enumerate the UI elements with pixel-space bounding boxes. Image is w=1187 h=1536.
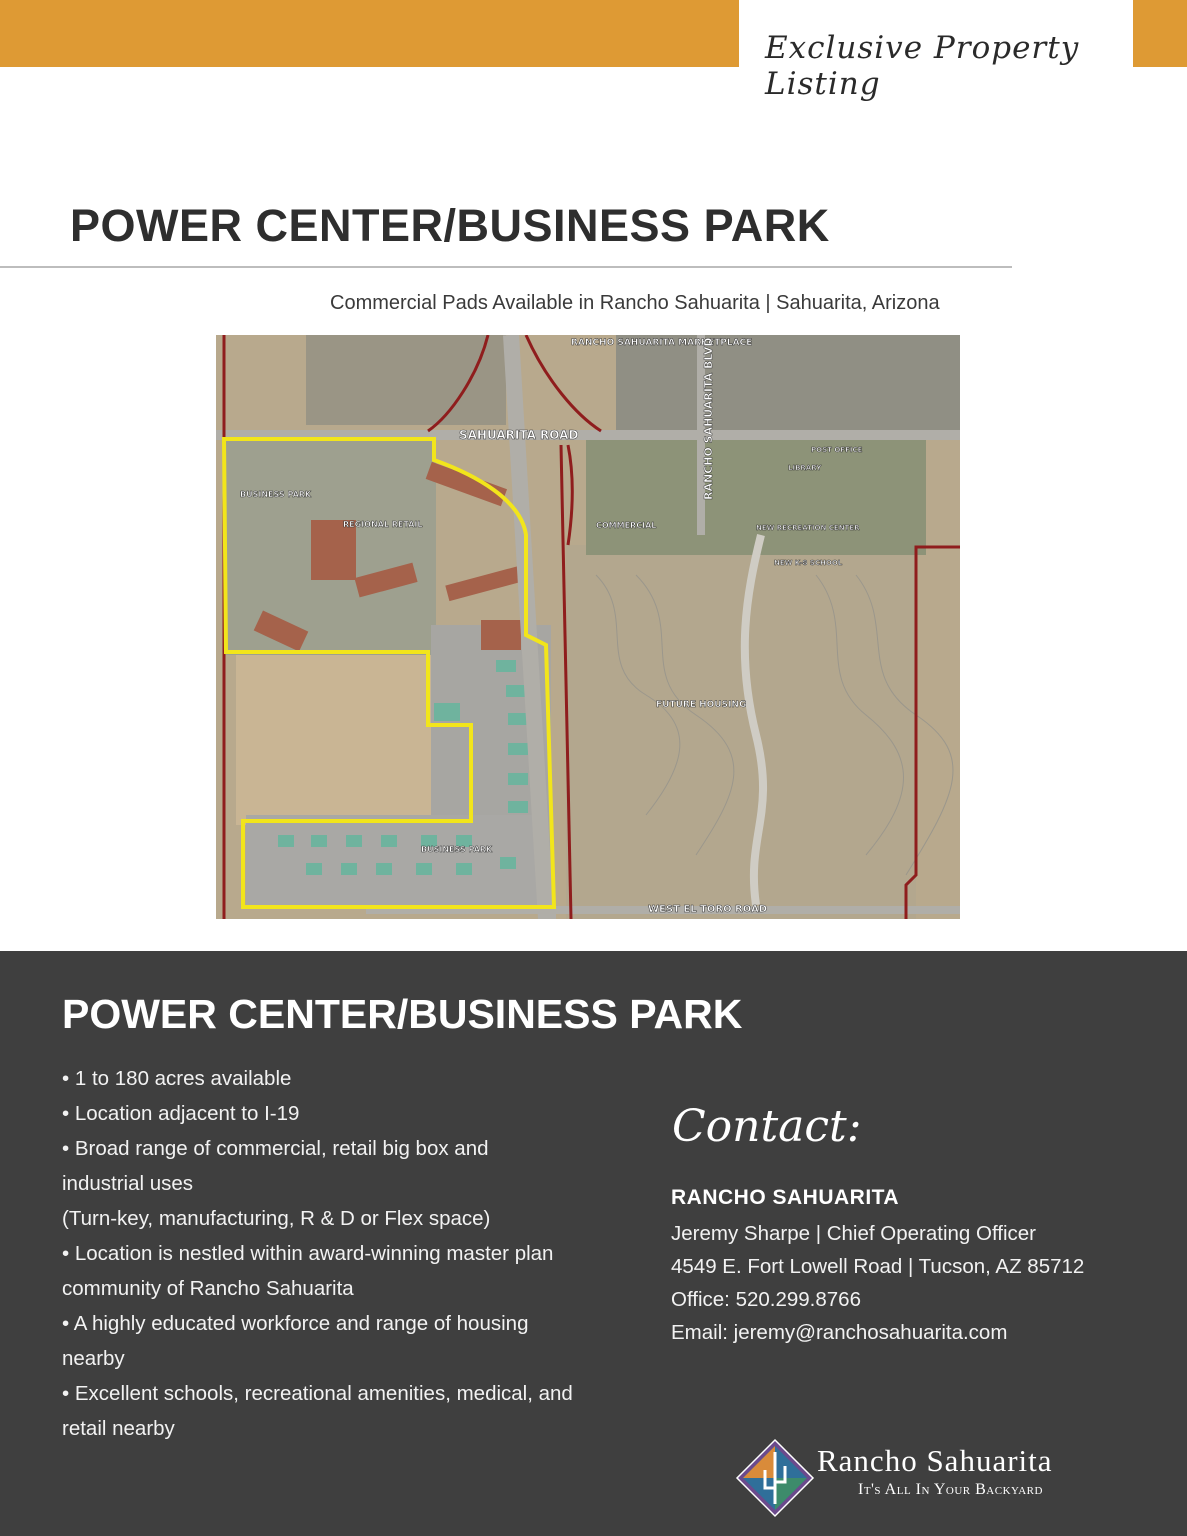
site-aerial-map: [216, 335, 960, 919]
map-label-recreation: NEW RECREATION CENTER: [756, 524, 860, 532]
feature-line: community of Rancho Sahuarita: [62, 1277, 354, 1300]
map-label-sahuarita-road: SAHUARITA ROAD: [459, 428, 579, 442]
contact-phone[interactable]: Office: 520.299.8766: [671, 1288, 861, 1311]
feature-line: retail nearby: [62, 1417, 175, 1440]
map-label-el-toro: WEST EL TORO ROAD: [648, 904, 768, 915]
feature-line: industrial uses: [62, 1172, 194, 1195]
map-label-marketplace: RANCHO SAHUARITA MARKETPLACE: [571, 338, 753, 348]
contact-person: Jeremy Sharpe | Chief Operating Officer: [671, 1222, 1036, 1245]
site-map-graphic: [216, 335, 960, 919]
contact-organization: RANCHO SAHUARITA: [671, 1186, 900, 1209]
brand-name: Rancho Sahuarita: [817, 1443, 1053, 1478]
map-label-post-office: POST OFFICE: [811, 446, 863, 454]
rancho-sahuarita-logo-icon: [735, 1438, 815, 1518]
feature-line: • Excellent schools, recreational amenities, medical, and: [62, 1382, 573, 1405]
feature-line: • A highly educated workforce and range of housing: [62, 1312, 529, 1335]
title-divider: [0, 266, 1012, 268]
exclusive-listing-script: Exclusive Property Listing: [765, 30, 1080, 102]
page-title: POWER CENTER/BUSINESS PARK: [70, 200, 830, 251]
details-panel: [0, 951, 1187, 1536]
map-label-blvd: RANCHO SAHUARITA BLVD: [702, 337, 715, 500]
feature-line: • Location is nestled within award-winning master plan: [62, 1242, 554, 1265]
map-label-school: NEW K-8 SCHOOL: [774, 559, 843, 567]
feature-line: nearby: [62, 1347, 125, 1370]
map-label-future-housing: FUTURE HOUSING: [656, 700, 747, 710]
feature-line: • Broad range of commercial, retail big box and: [62, 1137, 489, 1160]
map-label-business-park-2: BUSINESS PARK: [421, 845, 493, 854]
brand-tagline: It's All In Your Backyard: [858, 1481, 1043, 1498]
page-subtitle: Commercial Pads Available in Rancho Sahuarita | Sahuarita, Arizona: [330, 292, 940, 314]
map-label-regional-retail: REGIONAL RETAIL: [343, 520, 423, 529]
feature-line: • 1 to 180 acres available: [62, 1067, 292, 1090]
feature-list: [62, 1061, 652, 1446]
map-label-commercial: COMMERCIAL: [596, 521, 657, 530]
contact-address: 4549 E. Fort Lowell Road | Tucson, AZ 85712: [671, 1255, 1085, 1278]
header-accent-bar: [0, 0, 739, 67]
feature-line: (Turn-key, manufacturing, R & D or Flex space): [62, 1207, 491, 1230]
map-label-business-park-1: BUSINESS PARK: [240, 490, 312, 499]
contact-details: [671, 1217, 1084, 1349]
contact-email[interactable]: Email: jeremy@ranchosahuarita.com: [671, 1321, 1008, 1344]
details-title: POWER CENTER/BUSINESS PARK: [62, 991, 743, 1037]
map-label-library: LIBRARY: [788, 464, 822, 472]
feature-line: • Location adjacent to I-19: [62, 1102, 300, 1125]
contact-script-label: Contact:: [672, 1101, 862, 1152]
